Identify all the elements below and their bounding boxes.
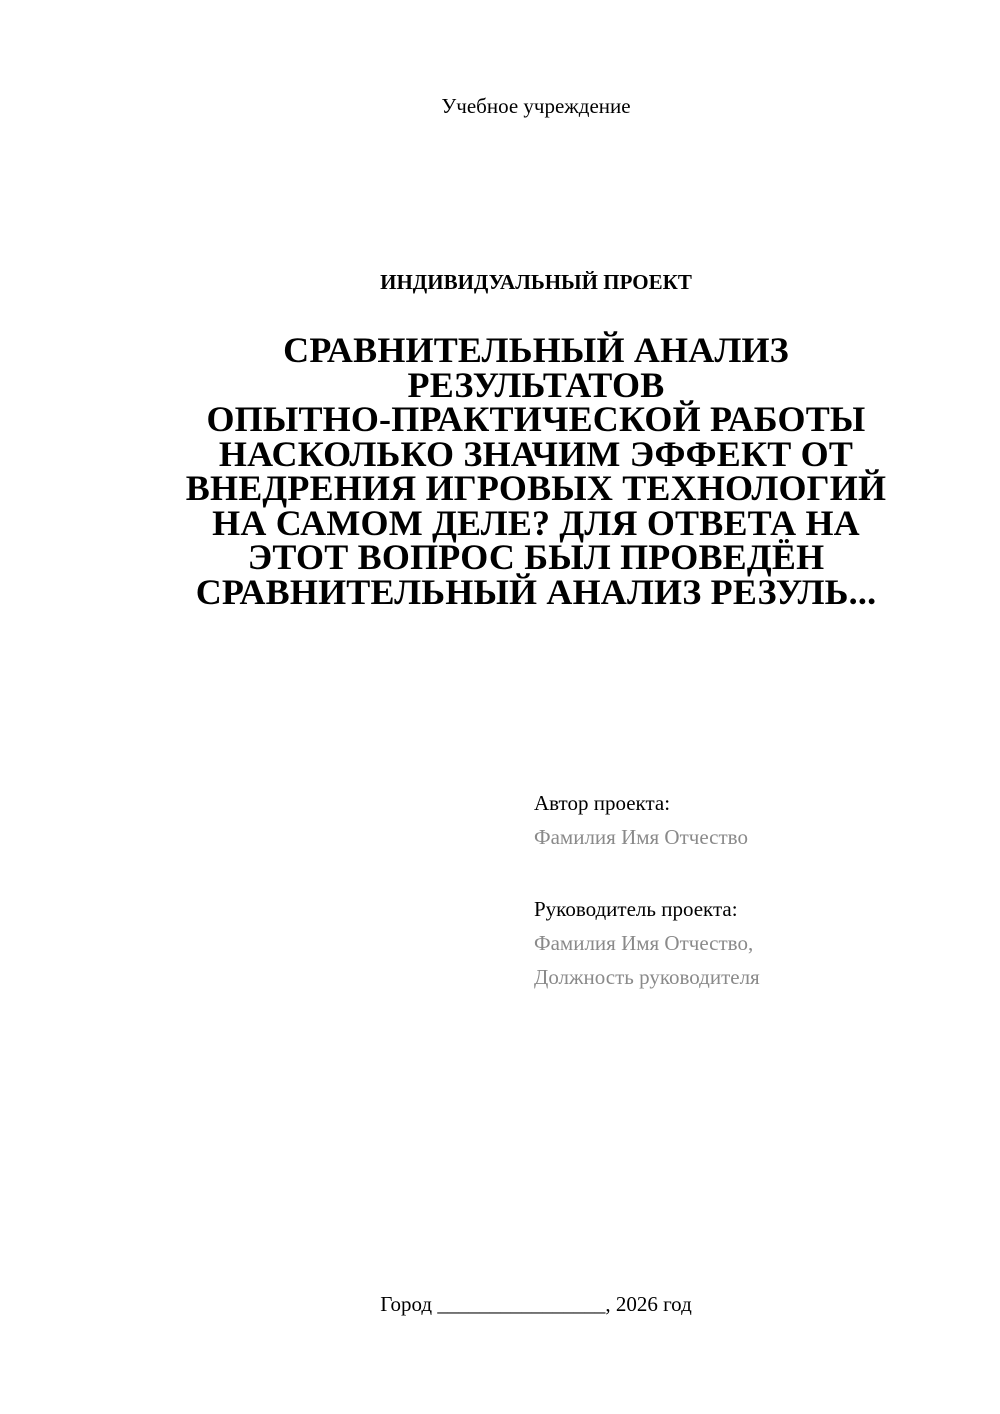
title-line: СРАВНИТЕЛЬНЫЙ АНАЛИЗ РЕЗУЛЬ...: [195, 571, 877, 612]
author-name: Фамилия Имя Отчество: [534, 825, 748, 849]
title-line: СРАВНИТЕЛЬНЫЙ АНАЛИЗ: [283, 330, 789, 370]
supervisor-label: Руководитель проекта:: [534, 897, 738, 921]
city-year-footer: Город ________________, 2026 год: [380, 1292, 692, 1316]
project-title: [150, 330, 922, 612]
title-line: ОПЫТНО-ПРАКТИЧЕСКОЙ РАБОТЫ: [206, 399, 866, 439]
title-line: НА САМОМ ДЕЛЕ? ДЛЯ ОТВЕТА НА: [212, 502, 860, 543]
author-block: [534, 786, 974, 854]
supervisor-name: Фамилия Имя Отчество,: [534, 931, 754, 955]
supervisor-position: Должность руководителя: [534, 965, 760, 989]
author-label: Автор проекта:: [534, 791, 671, 815]
title-line: ЭТОТ ВОПРОС БЫЛ ПРОВЕДЁН: [247, 537, 825, 577]
title-line: РЕЗУЛЬТАТОВ: [407, 364, 665, 405]
title-line: ВНЕДРЕНИЯ ИГРОВЫХ ТЕХНОЛОГИЙ: [185, 468, 887, 508]
project-type-heading: ИНДИВИДУАЛЬНЫЙ ПРОЕКТ: [380, 270, 692, 294]
supervisor-block: [534, 892, 974, 994]
title-line: НАСКОЛЬКО ЗНАЧИМ ЭФФЕКТ ОТ: [218, 433, 854, 474]
institution-name: Учебное учреждение: [441, 94, 631, 118]
